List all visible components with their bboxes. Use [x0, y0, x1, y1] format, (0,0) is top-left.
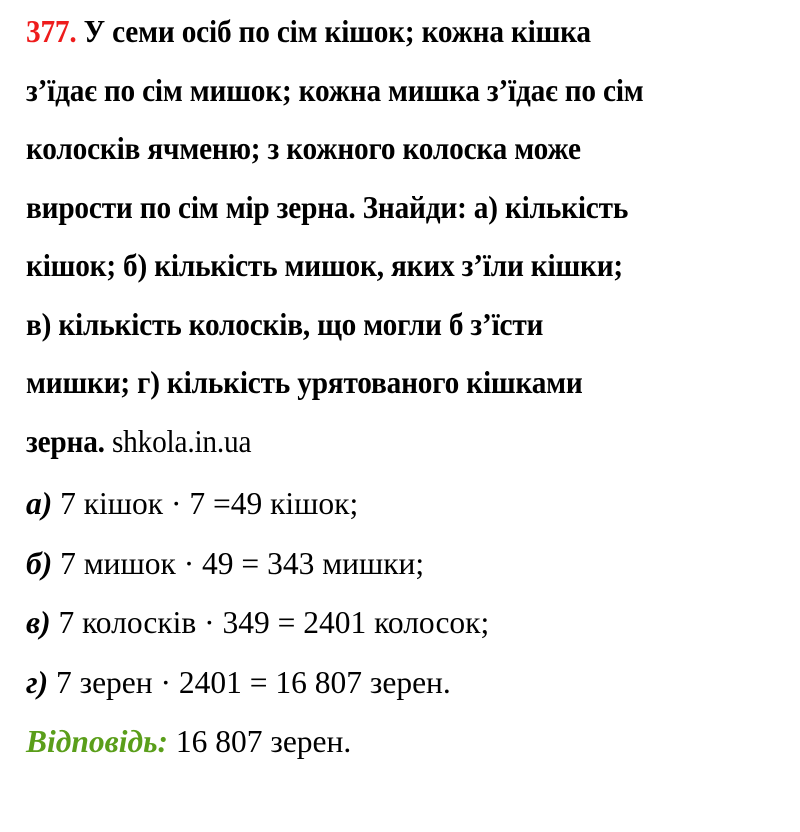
exercise-page	[26, 0, 796, 759]
solution-step-v	[26, 593, 489, 653]
source-watermark: shkola.in.ua	[111, 423, 252, 459]
problem-line: кішок; б) кількість мишок, яких з’їли кішки;	[26, 248, 623, 283]
solution-step-g	[26, 653, 489, 713]
problem-line: колосків ячменю; з кожного колоска може	[26, 131, 581, 166]
solution-step-b	[26, 534, 489, 594]
problem-line: в) кількість колосків, що могли б з’їсти	[26, 306, 544, 342]
step-text: 7 колосків · 349 = 2401 колосок;	[58, 605, 490, 640]
problem-line: з’їдає по сім мишок; кожна мишка з’їдає по сім	[26, 72, 644, 108]
step-label: а)	[26, 486, 53, 521]
problem-number: 377.	[26, 14, 77, 49]
answer-line	[26, 712, 489, 772]
solution-step-a	[26, 474, 489, 534]
problem-line: мишки; г) кількість урятованого кішками	[26, 365, 583, 400]
step-text: 7 мишок · 49 = 343 мишки;	[60, 545, 425, 581]
answer-text: 16 807 зерен.	[175, 724, 352, 759]
problem-line: вирости по сім мір зерна. Знайди: а) кількість	[26, 189, 629, 225]
step-label: б)	[26, 545, 53, 581]
solution	[26, 474, 489, 772]
problem-statement	[26, 3, 789, 471]
answer-label: Відповідь:	[26, 724, 168, 759]
step-text: 7 кішок · 7 =49 кішок;	[60, 486, 359, 521]
step-label: г)	[26, 664, 49, 700]
problem-line: 377. У семи осіб по сім кішок; кожна кішка	[26, 14, 591, 49]
step-label: в)	[26, 605, 51, 640]
problem-line: зерна. shkola.in.ua	[26, 423, 252, 459]
step-text: 7 зерен · 2401 = 16 807 зерен.	[56, 664, 451, 700]
